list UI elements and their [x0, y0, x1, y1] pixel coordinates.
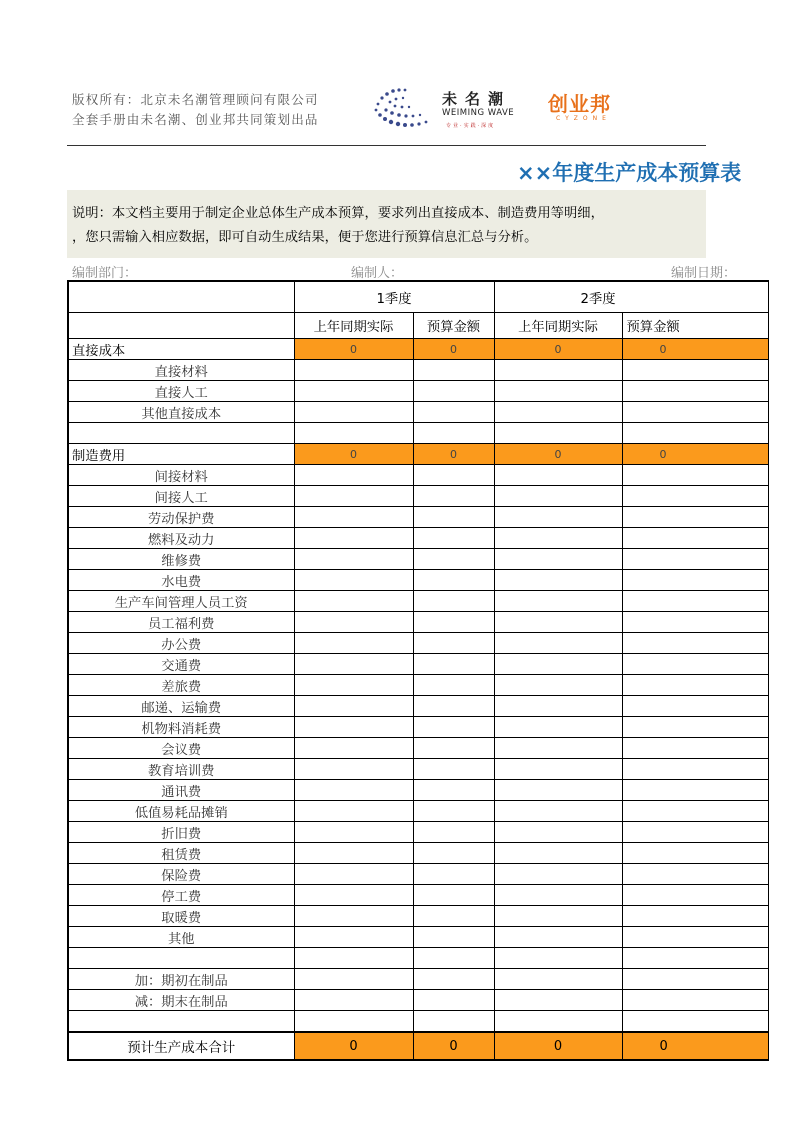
manufacturing-item-row-q2-prev-cell[interactable]	[494, 948, 622, 969]
manufacturing-item-row-q2-prev-cell[interactable]	[494, 864, 622, 885]
manufacturing-item-row-q1-budget-cell[interactable]	[413, 507, 494, 528]
direct-item-row	[68, 402, 768, 423]
manufacturing-item-row-q1-budget-cell[interactable]	[413, 759, 494, 780]
adjust-item-row	[68, 969, 768, 990]
description-text	[72, 202, 706, 250]
manufacturing-item-row-q2-prev-cell[interactable]	[494, 759, 622, 780]
manufacturing-item-row	[68, 738, 768, 759]
manufacturing-item-row	[68, 717, 768, 738]
manufacturing-item-row	[68, 780, 768, 801]
manufacturing-cost-row	[68, 444, 768, 465]
subheader-row	[68, 313, 768, 339]
manufacturing-item-row-label: 折旧费	[68, 822, 294, 843]
manufacturing-item-row-q2-prev-cell[interactable]	[494, 696, 622, 717]
manufacturing-item-row	[68, 612, 768, 633]
adjust-item-row-q2-budget-cell[interactable]	[622, 1011, 768, 1033]
manufacturing-item-row-q2-budget-cell[interactable]	[622, 885, 768, 906]
manufacturing-item-row-q2-prev-cell[interactable]	[494, 486, 622, 507]
direct-item-row-q1-budget-cell[interactable]	[413, 423, 494, 444]
direct-item-row-q1-budget-cell[interactable]	[413, 360, 494, 381]
budget-table	[67, 280, 769, 1061]
direct-item-row-label: 直接人工	[68, 381, 294, 402]
manufacturing-item-row-q2-prev-cell[interactable]	[494, 780, 622, 801]
manufacturing-item-row-label	[68, 948, 294, 969]
manufacturing-item-row-label: 员工福利费	[68, 612, 294, 633]
manufacturing-item-row-q2-budget-cell[interactable]	[622, 759, 768, 780]
direct-item-row-q2-budget-cell[interactable]	[622, 402, 768, 423]
total-row-q2-budget-cell[interactable]: 0	[622, 1032, 768, 1060]
direct-item-row-q2-prev-cell[interactable]	[494, 423, 622, 444]
manufacturing-item-row-label: 邮递、运输费	[68, 696, 294, 717]
manufacturing-item-row-q2-budget-cell[interactable]	[622, 738, 768, 759]
manufacturing-item-row-q1-prev-cell[interactable]	[294, 675, 413, 696]
manufacturing-item-row-q1-prev-cell[interactable]	[294, 927, 413, 948]
cyzone-logo-cn: 创业邦	[548, 92, 611, 116]
direct-item-row-q1-prev-cell[interactable]	[294, 360, 413, 381]
manufacturing-item-row-q1-prev-cell[interactable]	[294, 696, 413, 717]
meta-date-label: 编制日期：	[671, 266, 737, 281]
manufacturing-item-row-q2-budget-cell[interactable]	[622, 717, 768, 738]
manufacturing-item-row-q1-budget-cell[interactable]	[413, 843, 494, 864]
manufacturing-item-row-label: 劳动保护费	[68, 507, 294, 528]
manufacturing-item-row-q1-prev-cell[interactable]	[294, 549, 413, 570]
manufacturing-item-row	[68, 654, 768, 675]
manufacturing-item-row-q2-budget-cell[interactable]	[622, 675, 768, 696]
manufacturing-item-row-q2-budget-cell[interactable]	[622, 948, 768, 969]
manufacturing-item-row-q1-prev-cell[interactable]	[294, 591, 413, 612]
manufacturing-item-row-q1-prev-cell[interactable]	[294, 843, 413, 864]
manufacturing-item-row-q1-prev-cell[interactable]	[294, 612, 413, 633]
manufacturing-item-row-q1-prev-cell[interactable]	[294, 822, 413, 843]
manufacturing-item-row	[68, 633, 768, 654]
manufacturing-item-row	[68, 507, 768, 528]
manufacturing-item-row	[68, 675, 768, 696]
manufacturing-item-row-label: 维修费	[68, 549, 294, 570]
manufacturing-item-row-q2-budget-cell[interactable]	[622, 570, 768, 591]
manufacturing-item-row-label: 教育培训费	[68, 759, 294, 780]
manufacturing-cost-row-q1-prev-cell[interactable]: 0	[294, 444, 413, 465]
manufacturing-item-row-q2-budget-cell[interactable]	[622, 465, 768, 486]
manufacturing-item-row-q1-budget-cell[interactable]	[413, 927, 494, 948]
adjust-item-row-q1-budget-cell[interactable]	[413, 990, 494, 1011]
manufacturing-item-row	[68, 528, 768, 549]
manufacturing-item-row-q2-budget-cell[interactable]	[622, 507, 768, 528]
direct-item-row-q2-budget-cell[interactable]	[622, 360, 768, 381]
description-line-1: 说明：本文档主要用于制定企业总体生产成本预算，要求列出直接成本、制造费用等明细，	[72, 206, 604, 221]
manufacturing-item-row-q1-budget-cell[interactable]	[413, 780, 494, 801]
manufacturing-item-row-q2-prev-cell[interactable]	[494, 717, 622, 738]
manufacturing-item-row-q2-prev-cell[interactable]	[494, 612, 622, 633]
manufacturing-item-row-q1-prev-cell[interactable]	[294, 759, 413, 780]
manufacturing-item-row-q2-prev-cell[interactable]	[494, 633, 622, 654]
manufacturing-item-row-label: 交通费	[68, 654, 294, 675]
manufacturing-item-row	[68, 906, 768, 927]
adjust-item-row	[68, 990, 768, 1011]
direct-item-row	[68, 360, 768, 381]
corner-cell	[68, 281, 294, 313]
adjust-item-row-q1-prev-cell[interactable]	[294, 990, 413, 1011]
direct-item-row-q1-budget-cell[interactable]	[413, 381, 494, 402]
manufacturing-item-row-q1-budget-cell[interactable]	[413, 633, 494, 654]
manufacturing-item-row	[68, 549, 768, 570]
manufacturing-cost-row-label: 制造费用	[68, 444, 294, 465]
adjust-item-row-q2-budget-cell[interactable]	[622, 990, 768, 1011]
manufacturing-cost-row-q1-budget-cell[interactable]: 0	[413, 444, 494, 465]
adjust-item-row-q2-budget-cell[interactable]	[622, 969, 768, 990]
direct-item-row	[68, 381, 768, 402]
direct-item-row-label	[68, 423, 294, 444]
manufacturing-item-row-q2-budget-cell[interactable]	[622, 633, 768, 654]
manufacturing-item-row-q1-prev-cell[interactable]	[294, 528, 413, 549]
manufacturing-item-row-label: 取暖费	[68, 906, 294, 927]
manufacturing-item-row-q1-prev-cell[interactable]	[294, 465, 413, 486]
meta-preparer-label: 编制人：	[351, 266, 404, 281]
manufacturing-item-row	[68, 759, 768, 780]
manufacturing-item-row	[68, 570, 768, 591]
quarter-1-header: 1季度	[294, 281, 494, 313]
manufacturing-item-row	[68, 591, 768, 612]
adjust-item-row-q1-budget-cell[interactable]	[413, 969, 494, 990]
manufacturing-item-row-label: 间接人工	[68, 486, 294, 507]
manufacturing-item-row-q2-budget-cell[interactable]	[622, 864, 768, 885]
manufacturing-item-row-q1-prev-cell[interactable]	[294, 633, 413, 654]
copyright-line-1: 版权所有：北京未名潮管理顾问有限公司	[72, 92, 319, 107]
weiming-logo	[368, 82, 528, 136]
manufacturing-item-row-label: 间接材料	[68, 465, 294, 486]
budget-table-viewport	[67, 280, 706, 1060]
total-row-q1-budget-cell[interactable]: 0	[413, 1032, 494, 1060]
direct-item-row-q2-budget-cell[interactable]	[622, 381, 768, 402]
manufacturing-item-row	[68, 465, 768, 486]
direct-item-row-label: 直接材料	[68, 360, 294, 381]
copyright-line-2: 全套手册由未名潮、创业邦共同策划出品	[72, 112, 319, 127]
manufacturing-item-row-q2-budget-cell[interactable]	[622, 654, 768, 675]
adjust-item-row-q2-prev-cell[interactable]	[494, 1011, 622, 1033]
manufacturing-item-row	[68, 801, 768, 822]
manufacturing-item-row-q2-budget-cell[interactable]	[622, 549, 768, 570]
total-row-q1-prev-cell[interactable]: 0	[294, 1032, 413, 1060]
manufacturing-item-row	[68, 696, 768, 717]
manufacturing-item-row-q2-prev-cell[interactable]	[494, 927, 622, 948]
manufacturing-item-row-q2-budget-cell[interactable]	[622, 591, 768, 612]
q1-prev-header: 上年同期实际	[294, 313, 413, 339]
manufacturing-item-row-q2-budget-cell[interactable]	[622, 528, 768, 549]
manufacturing-item-row	[68, 927, 768, 948]
direct-item-row-q1-prev-cell[interactable]	[294, 402, 413, 423]
manufacturing-item-row-q1-budget-cell[interactable]	[413, 906, 494, 927]
manufacturing-item-row-q1-budget-cell[interactable]	[413, 885, 494, 906]
manufacturing-item-row-q2-prev-cell[interactable]	[494, 801, 622, 822]
manufacturing-item-row-q2-prev-cell[interactable]	[494, 465, 622, 486]
manufacturing-item-row-q1-budget-cell[interactable]	[413, 696, 494, 717]
manufacturing-item-row	[68, 843, 768, 864]
manufacturing-item-row-q1-budget-cell[interactable]	[413, 612, 494, 633]
manufacturing-item-row-q1-budget-cell[interactable]	[413, 528, 494, 549]
manufacturing-item-row-label: 其他	[68, 927, 294, 948]
q1-budget-header: 预算金额	[413, 313, 494, 339]
subheader-blank	[68, 313, 294, 339]
manufacturing-item-row-q2-prev-cell[interactable]	[494, 675, 622, 696]
manufacturing-item-row-q1-prev-cell[interactable]	[294, 738, 413, 759]
manufacturing-item-row-label: 低值易耗品摊销	[68, 801, 294, 822]
manufacturing-item-row-q2-prev-cell[interactable]	[494, 570, 622, 591]
adjust-item-row	[68, 1011, 768, 1033]
manufacturing-item-row-q1-budget-cell[interactable]	[413, 570, 494, 591]
manufacturing-item-row-label: 办公费	[68, 633, 294, 654]
manufacturing-item-row-q1-budget-cell[interactable]	[413, 591, 494, 612]
manufacturing-item-row-q1-prev-cell[interactable]	[294, 570, 413, 591]
adjust-item-row-q2-prev-cell[interactable]	[494, 990, 622, 1011]
manufacturing-item-row-q1-prev-cell[interactable]	[294, 948, 413, 969]
manufacturing-item-row-q2-budget-cell[interactable]	[622, 696, 768, 717]
weiming-logo-tagline: 专业·实践·深度	[446, 123, 496, 129]
manufacturing-item-row-q2-prev-cell[interactable]	[494, 738, 622, 759]
manufacturing-item-row-q2-budget-cell[interactable]	[622, 801, 768, 822]
direct-item-row-q1-prev-cell[interactable]	[294, 381, 413, 402]
manufacturing-item-row-label: 租赁费	[68, 843, 294, 864]
direct-item-row-q2-prev-cell[interactable]	[494, 381, 622, 402]
adjust-item-row-label: 加：期初在制品	[68, 969, 294, 990]
direct-cost-row-q2-budget-cell[interactable]: 0	[622, 339, 768, 360]
manufacturing-item-row-label: 机物料消耗费	[68, 717, 294, 738]
total-row-q2-prev-cell[interactable]: 0	[494, 1032, 622, 1060]
direct-item-row-q2-budget-cell[interactable]	[622, 423, 768, 444]
manufacturing-item-row-q1-budget-cell[interactable]	[413, 801, 494, 822]
manufacturing-item-row-q2-budget-cell[interactable]	[622, 843, 768, 864]
adjust-item-row-q1-prev-cell[interactable]	[294, 969, 413, 990]
manufacturing-item-row-label: 会议费	[68, 738, 294, 759]
manufacturing-item-row-q1-budget-cell[interactable]	[413, 654, 494, 675]
manufacturing-item-row-q1-prev-cell[interactable]	[294, 801, 413, 822]
manufacturing-item-row-q1-budget-cell[interactable]	[413, 465, 494, 486]
manufacturing-item-row-q2-prev-cell[interactable]	[494, 549, 622, 570]
adjust-item-row-q1-prev-cell[interactable]	[294, 1011, 413, 1033]
manufacturing-item-row	[68, 948, 768, 969]
manufacturing-item-row-q2-prev-cell[interactable]	[494, 822, 622, 843]
manufacturing-item-row-q1-prev-cell[interactable]	[294, 864, 413, 885]
manufacturing-item-row-q2-budget-cell[interactable]	[622, 612, 768, 633]
manufacturing-item-row-q1-prev-cell[interactable]	[294, 654, 413, 675]
direct-cost-row-q1-budget-cell[interactable]: 0	[413, 339, 494, 360]
manufacturing-item-row-q1-budget-cell[interactable]	[413, 864, 494, 885]
manufacturing-item-row-q1-budget-cell[interactable]	[413, 738, 494, 759]
manufacturing-item-row-label: 保险费	[68, 864, 294, 885]
manufacturing-item-row-q1-prev-cell[interactable]	[294, 507, 413, 528]
manufacturing-item-row-q1-prev-cell[interactable]	[294, 717, 413, 738]
manufacturing-item-row-q2-prev-cell[interactable]	[494, 843, 622, 864]
manufacturing-item-row	[68, 822, 768, 843]
direct-item-row	[68, 423, 768, 444]
direct-item-row-label: 其他直接成本	[68, 402, 294, 423]
manufacturing-item-row-q2-prev-cell[interactable]	[494, 591, 622, 612]
direct-cost-row	[68, 339, 768, 360]
manufacturing-item-row-label: 停工费	[68, 885, 294, 906]
header-divider	[67, 145, 706, 146]
manufacturing-item-row-label: 燃料及动力	[68, 528, 294, 549]
q2-prev-header: 上年同期实际	[494, 313, 622, 339]
manufacturing-item-row-q1-budget-cell[interactable]	[413, 717, 494, 738]
manufacturing-item-row-q2-prev-cell[interactable]	[494, 654, 622, 675]
page-title: ××年度生产成本预算表	[517, 161, 742, 185]
cyzone-logo-en: CYZONE	[556, 115, 611, 122]
direct-cost-row-q2-prev-cell[interactable]: 0	[494, 339, 622, 360]
manufacturing-item-row-q1-prev-cell[interactable]	[294, 906, 413, 927]
total-row	[68, 1032, 768, 1060]
manufacturing-item-row	[68, 486, 768, 507]
manufacturing-item-row-label: 水电费	[68, 570, 294, 591]
adjust-item-row-q2-prev-cell[interactable]	[494, 969, 622, 990]
manufacturing-item-row-q1-budget-cell[interactable]	[413, 948, 494, 969]
manufacturing-item-row-label: 生产车间管理人员工资	[68, 591, 294, 612]
q2-budget-header: 预算金额	[622, 313, 768, 339]
manufacturing-item-row-q1-prev-cell[interactable]	[294, 780, 413, 801]
manufacturing-item-row-q1-prev-cell[interactable]	[294, 885, 413, 906]
adjust-item-row-q1-budget-cell[interactable]	[413, 1011, 494, 1033]
manufacturing-item-row-q2-prev-cell[interactable]	[494, 906, 622, 927]
manufacturing-item-row	[68, 885, 768, 906]
manufacturing-item-row-q2-budget-cell[interactable]	[622, 822, 768, 843]
direct-item-row-q2-prev-cell[interactable]	[494, 360, 622, 381]
quarter-2-header: 2季度	[494, 281, 768, 313]
manufacturing-item-row-q2-budget-cell[interactable]	[622, 486, 768, 507]
manufacturing-item-row-label: 差旅费	[68, 675, 294, 696]
total-row-label: 预计生产成本合计	[68, 1032, 294, 1060]
manufacturing-item-row-q2-prev-cell[interactable]	[494, 528, 622, 549]
manufacturing-cost-row-q2-prev-cell[interactable]: 0	[494, 444, 622, 465]
meta-dept-label: 编制部门：	[72, 266, 138, 281]
manufacturing-item-row-q2-budget-cell[interactable]	[622, 927, 768, 948]
manufacturing-item-row-q2-prev-cell[interactable]	[494, 885, 622, 906]
manufacturing-item-row-q1-prev-cell[interactable]	[294, 486, 413, 507]
manufacturing-item-row-q2-budget-cell[interactable]	[622, 906, 768, 927]
manufacturing-cost-row-q2-budget-cell[interactable]: 0	[622, 444, 768, 465]
manufacturing-item-row-q2-prev-cell[interactable]	[494, 507, 622, 528]
weiming-logo-cn: 未名潮	[442, 90, 512, 108]
manufacturing-item-row-q1-budget-cell[interactable]	[413, 549, 494, 570]
direct-cost-row-label: 直接成本	[68, 339, 294, 360]
manufacturing-item-row-q1-budget-cell[interactable]	[413, 675, 494, 696]
adjust-item-row-label: 减：期末在制品	[68, 990, 294, 1011]
weiming-wave-icon	[368, 82, 440, 136]
manufacturing-item-row-q1-budget-cell[interactable]	[413, 486, 494, 507]
manufacturing-item-row-q1-budget-cell[interactable]	[413, 822, 494, 843]
direct-item-row-q1-prev-cell[interactable]	[294, 423, 413, 444]
manufacturing-item-row	[68, 864, 768, 885]
description-line-2: ，您只需输入相应数据，即可自动生成结果，便于您进行预算信息汇总与分析。	[72, 230, 538, 245]
direct-item-row-q1-budget-cell[interactable]	[413, 402, 494, 423]
copyright-block	[72, 90, 319, 130]
cyzone-logo	[548, 88, 628, 128]
adjust-item-row-label	[68, 1011, 294, 1033]
quarter-header-row	[68, 281, 768, 313]
manufacturing-item-row-q2-budget-cell[interactable]	[622, 780, 768, 801]
weiming-logo-en: WEIMING WAVE	[442, 108, 515, 118]
direct-cost-row-q1-prev-cell[interactable]: 0	[294, 339, 413, 360]
manufacturing-item-row-label: 通讯费	[68, 780, 294, 801]
direct-item-row-q2-prev-cell[interactable]	[494, 402, 622, 423]
